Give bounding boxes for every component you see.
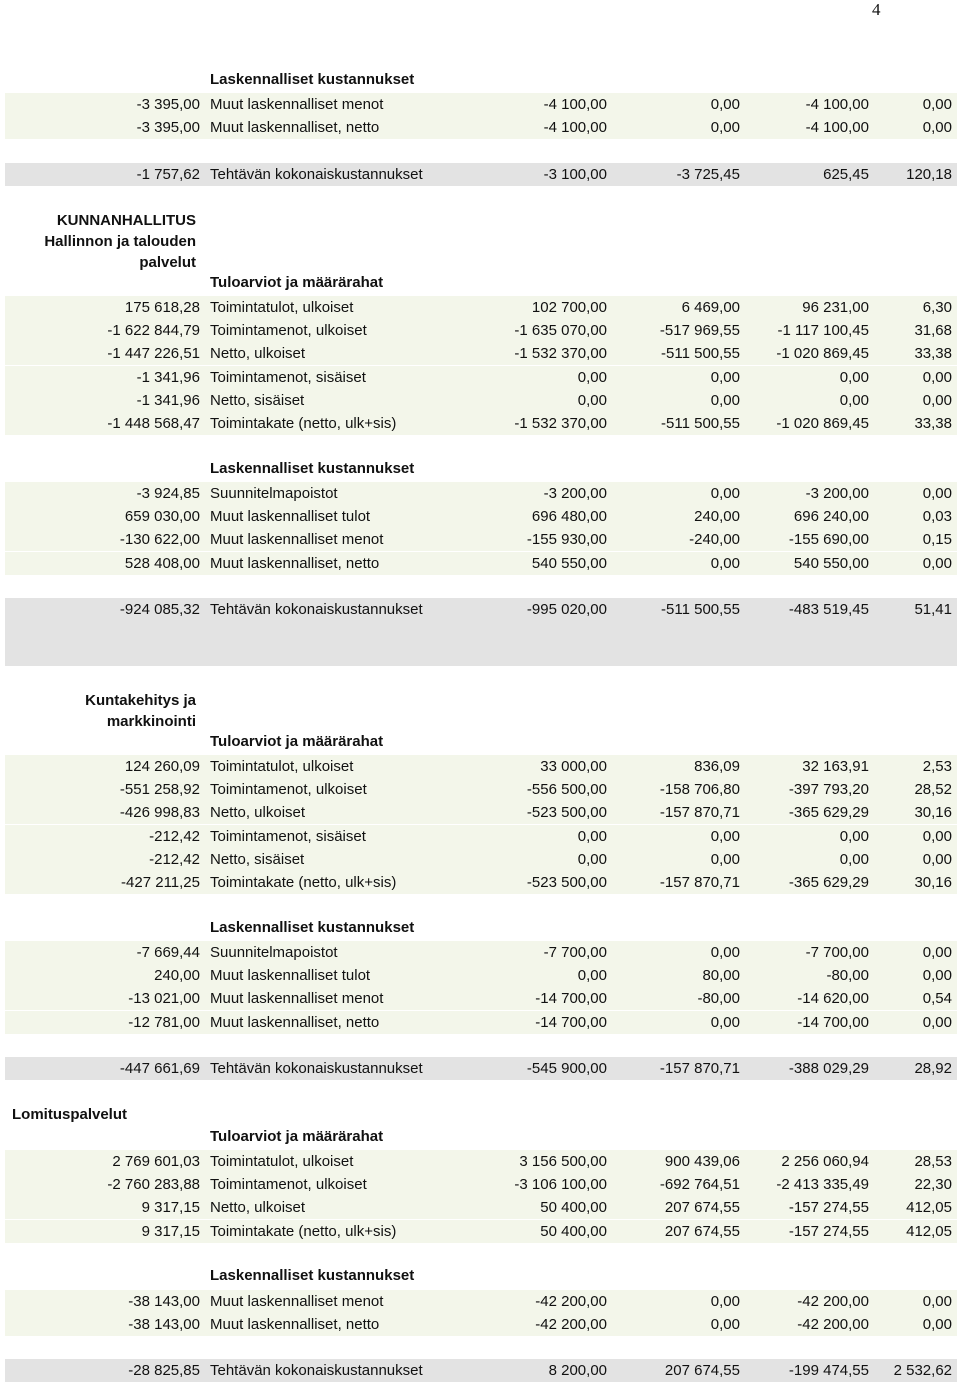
difference-value: 0,00 (839, 368, 869, 386)
percent-value: 6,30 (922, 299, 952, 316)
prev-year-value: 124 260,09 (124, 758, 200, 775)
actual-value: 0,00 (710, 119, 740, 137)
prev-year-value: -1 341,96 (136, 368, 200, 386)
actual-value: 0,00 (710, 96, 740, 113)
actual-value: -158 706,80 (659, 781, 740, 799)
section-heading-tuloarviot: Tuloarviot ja määrärahat (210, 1128, 384, 1145)
actual-value: 0,00 (710, 1013, 740, 1031)
actual-value: 0,00 (710, 1293, 740, 1310)
budget-value: 0,00 (577, 368, 607, 386)
table-row (5, 342, 957, 365)
prev-year-value: -3 924,85 (136, 485, 200, 502)
difference-value: -80,00 (826, 967, 869, 985)
prev-year-value: -1 447 226,51 (107, 345, 200, 363)
table-row (5, 319, 957, 342)
budget-value: 3 156 500,00 (519, 1153, 607, 1170)
difference-value: -14 620,00 (797, 990, 869, 1008)
actual-value: -511 500,55 (661, 345, 740, 363)
row-label: Toimintamenot, ulkoiset (210, 781, 367, 799)
difference-value: 32 163,91 (802, 758, 869, 775)
percent-value: 0,00 (922, 554, 952, 572)
unit-title-kuntakehitys (85, 690, 196, 732)
unit-title-line: palvelut (139, 254, 196, 271)
table-row (5, 482, 957, 505)
difference-value: -157 274,55 (788, 1199, 869, 1217)
prev-year-value: -551 258,92 (119, 781, 200, 799)
page-number: 4 (872, 0, 881, 19)
percent-value: 30,16 (914, 804, 952, 822)
actual-value: 0,00 (710, 1316, 740, 1334)
percent-value: 0,00 (922, 391, 952, 409)
difference-value: 696 240,00 (793, 508, 869, 526)
actual-value: 0,00 (710, 944, 740, 961)
table-row (5, 552, 957, 575)
budget-value: -523 500,00 (526, 874, 607, 891)
prev-year-value: -28 825,85 (128, 1362, 200, 1379)
unit-title-line: Hallinnon ja talouden (44, 233, 196, 250)
actual-value: -3 725,45 (676, 166, 740, 183)
row-label: Toimintamenot, sisäiset (210, 368, 366, 386)
table-row (5, 1011, 957, 1034)
prev-year-value: -427 211,25 (121, 874, 200, 891)
prev-year-value: 175 618,28 (124, 299, 200, 316)
difference-value: -4 100,00 (805, 96, 869, 113)
row-label: Netto, ulkoiset (210, 804, 306, 822)
difference-value: -157 274,55 (788, 1222, 869, 1240)
actual-value: -692 764,51 (659, 1176, 740, 1194)
percent-value: 2,53 (922, 758, 952, 775)
prev-year-value: -212,42 (149, 827, 200, 845)
difference-value: -1 117 100,45 (777, 322, 869, 340)
difference-value: -388 029,29 (788, 1060, 869, 1077)
unit-title-line: Kuntakehitys ja (85, 692, 196, 709)
actual-value: 6 469,00 (681, 299, 740, 316)
prev-year-value: -426 998,83 (119, 804, 200, 822)
total-row (5, 163, 957, 186)
prev-year-value: -38 143,00 (128, 1316, 200, 1334)
actual-value: 207 674,55 (664, 1199, 740, 1217)
budget-value: -14 700,00 (535, 1013, 607, 1031)
percent-value: 0,00 (922, 1293, 952, 1310)
table-row (5, 1150, 957, 1173)
budget-value: -7 700,00 (543, 944, 607, 961)
actual-value: -240,00 (689, 531, 740, 549)
actual-value: 207 674,55 (664, 1362, 740, 1379)
row-label: Toimintatulot, ulkoiset (210, 758, 354, 775)
table-row (5, 366, 957, 389)
section-heading-tuloarviot: Tuloarviot ja määrärahat (210, 274, 384, 291)
percent-value: 0,00 (922, 944, 952, 961)
difference-value: -2 413 335,49 (776, 1176, 869, 1194)
actual-value: -157 870,71 (659, 1060, 740, 1077)
percent-value: 0,00 (922, 485, 952, 502)
difference-value: 2 256 060,94 (781, 1153, 869, 1170)
row-label: Muut laskennalliset menot (210, 531, 384, 549)
actual-value: 900 439,06 (664, 1153, 740, 1170)
actual-value: 0,00 (710, 850, 740, 868)
difference-value: -7 700,00 (805, 944, 869, 961)
table-row (5, 1290, 957, 1313)
table-row (5, 987, 957, 1010)
row-label: Toimintatulot, ulkoiset (210, 299, 354, 316)
row-label: Muut laskennalliset, netto (210, 1316, 380, 1334)
table-row (5, 825, 957, 848)
difference-value: -1 020 869,45 (776, 345, 869, 363)
budget-value: -995 020,00 (526, 601, 607, 618)
budget-value: -4 100,00 (543, 96, 607, 113)
table-row (5, 116, 957, 139)
budget-value: 8 200,00 (548, 1362, 607, 1379)
difference-value: 0,00 (839, 827, 869, 845)
percent-value: 0,00 (922, 96, 952, 113)
prev-year-value: -12 781,00 (128, 1013, 200, 1031)
budget-value: -1 635 070,00 (514, 322, 607, 340)
row-label: Tehtävän kokonaiskustannukset (210, 601, 423, 618)
percent-value: 412,05 (906, 1199, 952, 1217)
budget-value: -3 200,00 (543, 485, 607, 502)
actual-value: -157 870,71 (659, 804, 740, 822)
table-row (5, 528, 957, 551)
table-row (5, 1313, 957, 1336)
row-label: Muut laskennalliset menot (210, 96, 384, 113)
percent-value: 412,05 (906, 1222, 952, 1240)
actual-value: 0,00 (710, 827, 740, 845)
prev-year-value: -13 021,00 (128, 990, 200, 1008)
difference-value: 540 550,00 (793, 554, 869, 572)
actual-value: 0,00 (710, 554, 740, 572)
prev-year-value: 9 317,15 (141, 1222, 200, 1240)
budget-value: -42 200,00 (535, 1293, 607, 1310)
budget-value: -1 532 370,00 (514, 415, 607, 432)
row-label: Netto, sisäiset (210, 850, 305, 868)
actual-value: -511 500,55 (661, 415, 740, 432)
budget-value: -3 106 100,00 (514, 1176, 607, 1194)
row-label: Muut laskennalliset tulot (210, 508, 371, 526)
percent-value: 30,16 (914, 874, 952, 891)
row-label: Suunnitelmapoistot (210, 485, 338, 502)
prev-year-value: -3 395,00 (136, 119, 200, 137)
table-row (5, 1220, 957, 1243)
unit-title-line: KUNNANHALLITUS (56, 212, 196, 229)
table-row (5, 941, 957, 964)
prev-year-value: -1 757,62 (136, 166, 200, 183)
row-label: Netto, ulkoiset (210, 1199, 306, 1217)
budget-value: -1 532 370,00 (514, 345, 607, 363)
unit-title-line: Lomituspalvelut (12, 1106, 128, 1123)
percent-value: 0,00 (922, 967, 952, 985)
percent-value: 33,38 (914, 415, 952, 432)
percent-value: 28,53 (914, 1153, 952, 1170)
prev-year-value: -212,42 (149, 850, 200, 868)
actual-value: -80,00 (697, 990, 740, 1008)
row-label: Toimintamenot, ulkoiset (210, 322, 367, 340)
percent-value: 0,54 (922, 990, 952, 1008)
row-label: Muut laskennalliset, netto (210, 119, 380, 137)
prev-year-value: -1 448 568,47 (107, 415, 200, 432)
budget-value: -4 100,00 (543, 119, 607, 137)
unit-title-lomituspalvelut (12, 1104, 127, 1125)
budget-value: 50 400,00 (540, 1222, 607, 1240)
difference-value: -4 100,00 (805, 119, 869, 137)
actual-value: 0,00 (710, 368, 740, 386)
difference-value: -199 474,55 (788, 1362, 869, 1379)
table-row (5, 1173, 957, 1196)
budget-value: 0,00 (577, 827, 607, 845)
percent-value: 0,00 (922, 1316, 952, 1334)
percent-value: 0,03 (922, 508, 952, 526)
budget-value: 0,00 (577, 850, 607, 868)
difference-value: -1 020 869,45 (776, 415, 869, 432)
total-row (5, 1359, 957, 1382)
percent-value: 0,00 (922, 850, 952, 868)
difference-value: -365 629,29 (788, 804, 869, 822)
percent-value: 28,52 (914, 781, 952, 799)
budget-value: 33 000,00 (540, 758, 607, 775)
budget-value: -545 900,00 (526, 1060, 607, 1077)
percent-value: 51,41 (914, 601, 952, 618)
row-label: Toimintatulot, ulkoiset (210, 1153, 354, 1170)
difference-value: -155 690,00 (788, 531, 869, 549)
budget-value: -556 500,00 (526, 781, 607, 799)
budget-value: 50 400,00 (540, 1199, 607, 1217)
section-heading-laskennalliset: Laskennalliset kustannukset (210, 71, 415, 88)
section-heading-laskennalliset: Laskennalliset kustannukset (210, 1267, 415, 1284)
row-label: Suunnitelmapoistot (210, 944, 338, 961)
budget-value: -523 500,00 (526, 804, 607, 822)
table-row (5, 778, 957, 801)
section-heading-tuloarviot: Tuloarviot ja määrärahat (210, 733, 384, 750)
budget-value: 0,00 (577, 391, 607, 409)
table-row (5, 755, 957, 778)
table-row (5, 871, 957, 894)
budget-value: -155 930,00 (526, 531, 607, 549)
difference-value: -397 793,20 (788, 781, 869, 799)
row-label: Muut laskennalliset, netto (210, 554, 380, 572)
percent-value: 31,68 (914, 322, 952, 340)
difference-value: -42 200,00 (797, 1316, 869, 1334)
actual-value: 0,00 (710, 391, 740, 409)
actual-value: -517 969,55 (659, 322, 740, 340)
budget-value: 540 550,00 (531, 554, 607, 572)
table-row (5, 412, 957, 435)
prev-year-value: -38 143,00 (128, 1293, 200, 1310)
row-label: Muut laskennalliset, netto (210, 1013, 380, 1031)
percent-value: 2 532,62 (893, 1362, 952, 1379)
difference-value: 0,00 (839, 391, 869, 409)
percent-value: 0,00 (922, 119, 952, 137)
actual-value: 0,00 (710, 485, 740, 502)
percent-value: 0,00 (922, 1013, 952, 1031)
prev-year-value: 9 317,15 (141, 1199, 200, 1217)
row-label: Muut laskennalliset menot (210, 990, 384, 1008)
difference-value: -3 200,00 (805, 485, 869, 502)
total-row (5, 1057, 957, 1080)
prev-year-value: 2 769 601,03 (112, 1153, 200, 1170)
row-label: Netto, ulkoiset (210, 345, 306, 363)
prev-year-value: 528 408,00 (124, 554, 200, 572)
difference-value: 0,00 (839, 850, 869, 868)
percent-value: 0,00 (922, 368, 952, 386)
row-label: Toimintakate (netto, ulk+sis) (210, 415, 397, 432)
difference-value: -483 519,45 (788, 601, 869, 618)
budget-value: 0,00 (577, 967, 607, 985)
row-label: Tehtävän kokonaiskustannukset (210, 1362, 423, 1379)
prev-year-value: -447 661,69 (119, 1060, 200, 1077)
row-label: Netto, sisäiset (210, 391, 305, 409)
table-row (5, 389, 957, 412)
actual-value: -157 870,71 (659, 874, 740, 891)
row-label: Muut laskennalliset tulot (210, 967, 371, 985)
prev-year-value: -7 669,44 (136, 944, 200, 961)
section-heading-laskennalliset: Laskennalliset kustannukset (210, 460, 415, 477)
row-label: Muut laskennalliset menot (210, 1293, 384, 1310)
difference-value: -365 629,29 (788, 874, 869, 891)
percent-value: 22,30 (914, 1176, 952, 1194)
percent-value: 0,15 (922, 531, 952, 549)
difference-value: 625,45 (823, 166, 869, 183)
row-label: Toimintamenot, ulkoiset (210, 1176, 367, 1194)
section-heading-laskennalliset: Laskennalliset kustannukset (210, 919, 415, 936)
table-row (5, 1196, 957, 1219)
actual-value: 80,00 (702, 967, 740, 985)
total-row (5, 598, 957, 621)
budget-value: 102 700,00 (531, 299, 607, 316)
actual-value: 207 674,55 (664, 1222, 740, 1240)
percent-value: 120,18 (906, 166, 952, 183)
table-row (5, 93, 957, 116)
budget-value: 696 480,00 (531, 508, 607, 526)
table-row (5, 801, 957, 824)
row-label: Toimintakate (netto, ulk+sis) (210, 1222, 397, 1240)
prev-year-value: 240,00 (154, 967, 200, 985)
table-row (5, 848, 957, 871)
prev-year-value: -3 395,00 (136, 96, 200, 113)
prev-year-value: -924 085,32 (119, 601, 200, 618)
budget-value: -3 100,00 (543, 166, 607, 183)
row-label: Tehtävän kokonaiskustannukset (210, 1060, 423, 1077)
percent-value: 28,92 (914, 1060, 952, 1077)
unit-title-line: markkinointi (106, 713, 196, 730)
percent-value: 0,00 (922, 827, 952, 845)
percent-value: 33,38 (914, 345, 952, 363)
actual-value: 240,00 (694, 508, 740, 526)
actual-value: -511 500,55 (661, 601, 740, 618)
table-row (5, 296, 957, 319)
row-label: Toimintamenot, sisäiset (210, 827, 366, 845)
row-label: Toimintakate (netto, ulk+sis) (210, 874, 397, 891)
row-label: Tehtävän kokonaiskustannukset (210, 166, 423, 183)
budget-value: -42 200,00 (535, 1316, 607, 1334)
prev-year-value: 659 030,00 (124, 508, 200, 526)
actual-value: 836,09 (694, 758, 740, 775)
prev-year-value: -2 760 283,88 (107, 1176, 200, 1194)
difference-value: -14 700,00 (797, 1013, 869, 1031)
prev-year-value: -130 622,00 (119, 531, 200, 549)
difference-value: -42 200,00 (797, 1293, 869, 1310)
budget-value: -14 700,00 (535, 990, 607, 1008)
prev-year-value: -1 341,96 (136, 391, 200, 409)
difference-value: 96 231,00 (802, 299, 869, 316)
unit-title-kunnanhallitus (44, 210, 196, 273)
prev-year-value: -1 622 844,79 (107, 322, 200, 340)
table-row (5, 505, 957, 528)
table-row (5, 964, 957, 987)
